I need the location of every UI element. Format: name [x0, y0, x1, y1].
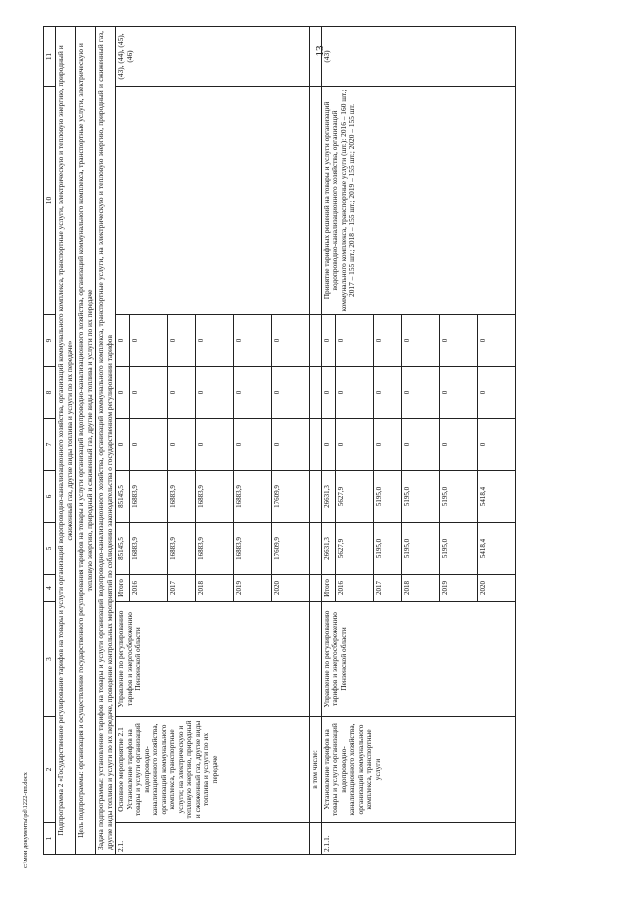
extra-budget-cell: 0: [477, 315, 515, 367]
program-table-sheet: [43, 27, 613, 855]
measure-refs: (43): [321, 27, 515, 87]
measure-indicator: Принятие тарифных решений на товары и услуги организаций водопроводно-канализационного хозяйства, организаций коммунального комплекса, транспортные услуги (шт.): 2016 – 160 шт.; 2017 – 155 шт.; 2018 – 155 шт.; 2019 – 155 шт.; 2020 – 155 шт.: [321, 87, 515, 315]
measure-number: 2.1.: [116, 823, 310, 855]
federal-budget-cell: 0: [439, 419, 477, 471]
measure-executor: Управление по регулированию тарифов и энергосбережению Пензенской области: [321, 602, 515, 717]
local-budget-cell: 0: [272, 367, 310, 419]
task-row: [96, 27, 116, 855]
federal-budget-cell: [310, 419, 322, 471]
extra-budget-cell: 0: [196, 315, 234, 367]
measure-name: в том числе:: [310, 717, 322, 823]
total-cell: 16883,9: [234, 523, 272, 575]
measure-executor: Управление по регулированию тарифов и энергосбережению Пензенской области: [116, 602, 310, 717]
year-cell: 2017: [168, 575, 196, 602]
year-cell: 2017: [373, 575, 401, 602]
measure-number: [310, 823, 322, 855]
extra-budget-cell: 0: [335, 315, 373, 367]
local-budget-cell: 0: [234, 367, 272, 419]
regional-budget-cell: 5195,0: [439, 471, 477, 523]
federal-budget-cell: 0: [335, 419, 373, 471]
year-cell: Итого: [116, 575, 130, 602]
page-number: 13: [314, 45, 326, 57]
regional-budget-cell: 85145,5: [116, 471, 130, 523]
measure-name: Основное мероприятие 2.1 Установление тарифов на товары и услуги организаций водопроводно-канализационного хозяйства, организаций коммунального комплекса, транспортные услуги; на электрическую и тепловую энергию, природный и сжиженный газ, другие виды топлива и услуги по их передаче: [116, 717, 310, 823]
regional-budget-cell: 26631,3: [321, 471, 335, 523]
subprogram-title: Подпрограмма 2 «Государственное регулирование тарифов на товары и услуги организаций водопроводно-канализационного хозяйства, организаций коммунального комплекса, транспортные услуги, электрическую и тепловую энергию, природный и сжиженный газ, другие виды топлива и услуги по их передаче»: [56, 27, 76, 855]
year-cell: 2020: [477, 575, 515, 602]
extra-budget-cell: 0: [130, 315, 168, 367]
regional-budget-cell: 5627,9: [335, 471, 373, 523]
total-cell: [310, 523, 322, 575]
column-number: 6: [44, 471, 56, 523]
federal-budget-cell: 0: [272, 419, 310, 471]
extra-budget-cell: 0: [401, 315, 439, 367]
extra-budget-cell: 0: [234, 315, 272, 367]
measure-number: 2.1.1.: [321, 823, 515, 855]
regional-budget-cell: 5195,0: [401, 471, 439, 523]
extra-budget-cell: 0: [116, 315, 130, 367]
extra-budget-cell: 0: [373, 315, 401, 367]
local-budget-cell: 0: [196, 367, 234, 419]
local-budget-cell: 0: [130, 367, 168, 419]
extra-budget-cell: 0: [272, 315, 310, 367]
federal-budget-cell: 0: [168, 419, 196, 471]
regional-budget-cell: 16883,9: [130, 471, 168, 523]
total-cell: 5195,0: [373, 523, 401, 575]
column-number: 5: [44, 523, 56, 575]
year-cell: [310, 575, 322, 602]
total-cell: 5195,0: [401, 523, 439, 575]
measure-indicator: [116, 87, 310, 315]
total-cell: 16883,9: [196, 523, 234, 575]
column-number: 4: [44, 575, 56, 602]
column-number: 11: [44, 27, 56, 87]
regional-budget-cell: 16883,9: [234, 471, 272, 523]
year-cell: 2020: [272, 575, 310, 602]
measure-row: [310, 27, 322, 855]
measure-row: [321, 27, 335, 855]
year-cell: Итого: [321, 575, 335, 602]
table-body: [44, 27, 516, 855]
program-table: [43, 26, 516, 855]
local-budget-cell: [310, 367, 322, 419]
column-number: 7: [44, 419, 56, 471]
column-number: 10: [44, 87, 56, 315]
federal-budget-cell: 0: [234, 419, 272, 471]
total-cell: 16883,9: [168, 523, 196, 575]
local-budget-cell: 0: [477, 367, 515, 419]
local-budget-cell: 0: [335, 367, 373, 419]
subprogram-row: [56, 27, 76, 855]
year-cell: 2019: [234, 575, 272, 602]
local-budget-cell: 0: [373, 367, 401, 419]
column-number: 9: [44, 315, 56, 367]
year-cell: 2018: [196, 575, 234, 602]
federal-budget-cell: 0: [196, 419, 234, 471]
federal-budget-cell: 0: [401, 419, 439, 471]
subprogram-task: Задача подпрограммы: установление тарифов на товары и услуги организаций водопроводно-канализационного хозяйства, организаций коммунального комплекса, транспортные услуги, на электрическую и тепловую энергию, природный и сжиженный газ, другие виды топлива и услуги по их передаче, проведение контрольных мероприятий по соблюдению законодательства о государственном регулировании тарифов: [96, 27, 116, 855]
extra-budget-cell: 0: [439, 315, 477, 367]
measure-name: Установление тарифов на товары и услуги организаций водопроводно-канализационного хозяйства, организаций коммунального комплекса, транспортные услуги: [321, 717, 515, 823]
extra-budget-cell: 0: [168, 315, 196, 367]
measure-indicator: [310, 87, 322, 315]
column-number: 1: [44, 823, 56, 855]
total-cell: 5418,4: [477, 523, 515, 575]
total-cell: 26631,3: [321, 523, 335, 575]
federal-budget-cell: 0: [477, 419, 515, 471]
total-cell: 85145,5: [116, 523, 130, 575]
column-number: 3: [44, 602, 56, 717]
federal-budget-cell: 0: [321, 419, 335, 471]
extra-budget-cell: [310, 315, 322, 367]
measure-refs: [310, 27, 322, 87]
federal-budget-cell: 0: [116, 419, 130, 471]
local-budget-cell: 0: [168, 367, 196, 419]
year-cell: 2016: [130, 575, 168, 602]
total-cell: 5627,9: [335, 523, 373, 575]
total-cell: 17609,9: [272, 523, 310, 575]
total-cell: 5195,0: [439, 523, 477, 575]
regional-budget-cell: 16883,9: [196, 471, 234, 523]
regional-budget-cell: 5195,0: [373, 471, 401, 523]
local-budget-cell: 0: [439, 367, 477, 419]
local-budget-cell: 0: [116, 367, 130, 419]
local-budget-cell: 0: [321, 367, 335, 419]
year-cell: 2016: [335, 575, 373, 602]
federal-budget-cell: 0: [373, 419, 401, 471]
federal-budget-cell: 0: [130, 419, 168, 471]
regional-budget-cell: 17609,9: [272, 471, 310, 523]
measure-executor: [310, 602, 322, 717]
column-number: 2: [44, 717, 56, 823]
column-number-row: [44, 27, 56, 855]
footer-file-path: c:\мои документы\pd\1222-пп.docx: [22, 772, 29, 868]
year-cell: 2019: [439, 575, 477, 602]
regional-budget-cell: 16883,9: [168, 471, 196, 523]
regional-budget-cell: [310, 471, 322, 523]
goal-row: [76, 27, 96, 855]
measure-row: [116, 27, 130, 855]
column-number: 8: [44, 367, 56, 419]
extra-budget-cell: 0: [321, 315, 335, 367]
year-cell: 2018: [401, 575, 439, 602]
regional-budget-cell: 5418,4: [477, 471, 515, 523]
local-budget-cell: 0: [401, 367, 439, 419]
total-cell: 16883,9: [130, 523, 168, 575]
measure-refs: (43), (44), (45), (46): [116, 27, 310, 87]
subprogram-goal: Цель подпрограммы: организация и осуществление государственного регулирования тарифов на товары и услуги организаций водопроводно-канализационного хозяйства, организаций коммунального комплекса, транспортные услуги, электрическую и тепловую энергию, природный и сжиженный газ, другие виды топлива и услуги по их передаче: [76, 27, 96, 855]
